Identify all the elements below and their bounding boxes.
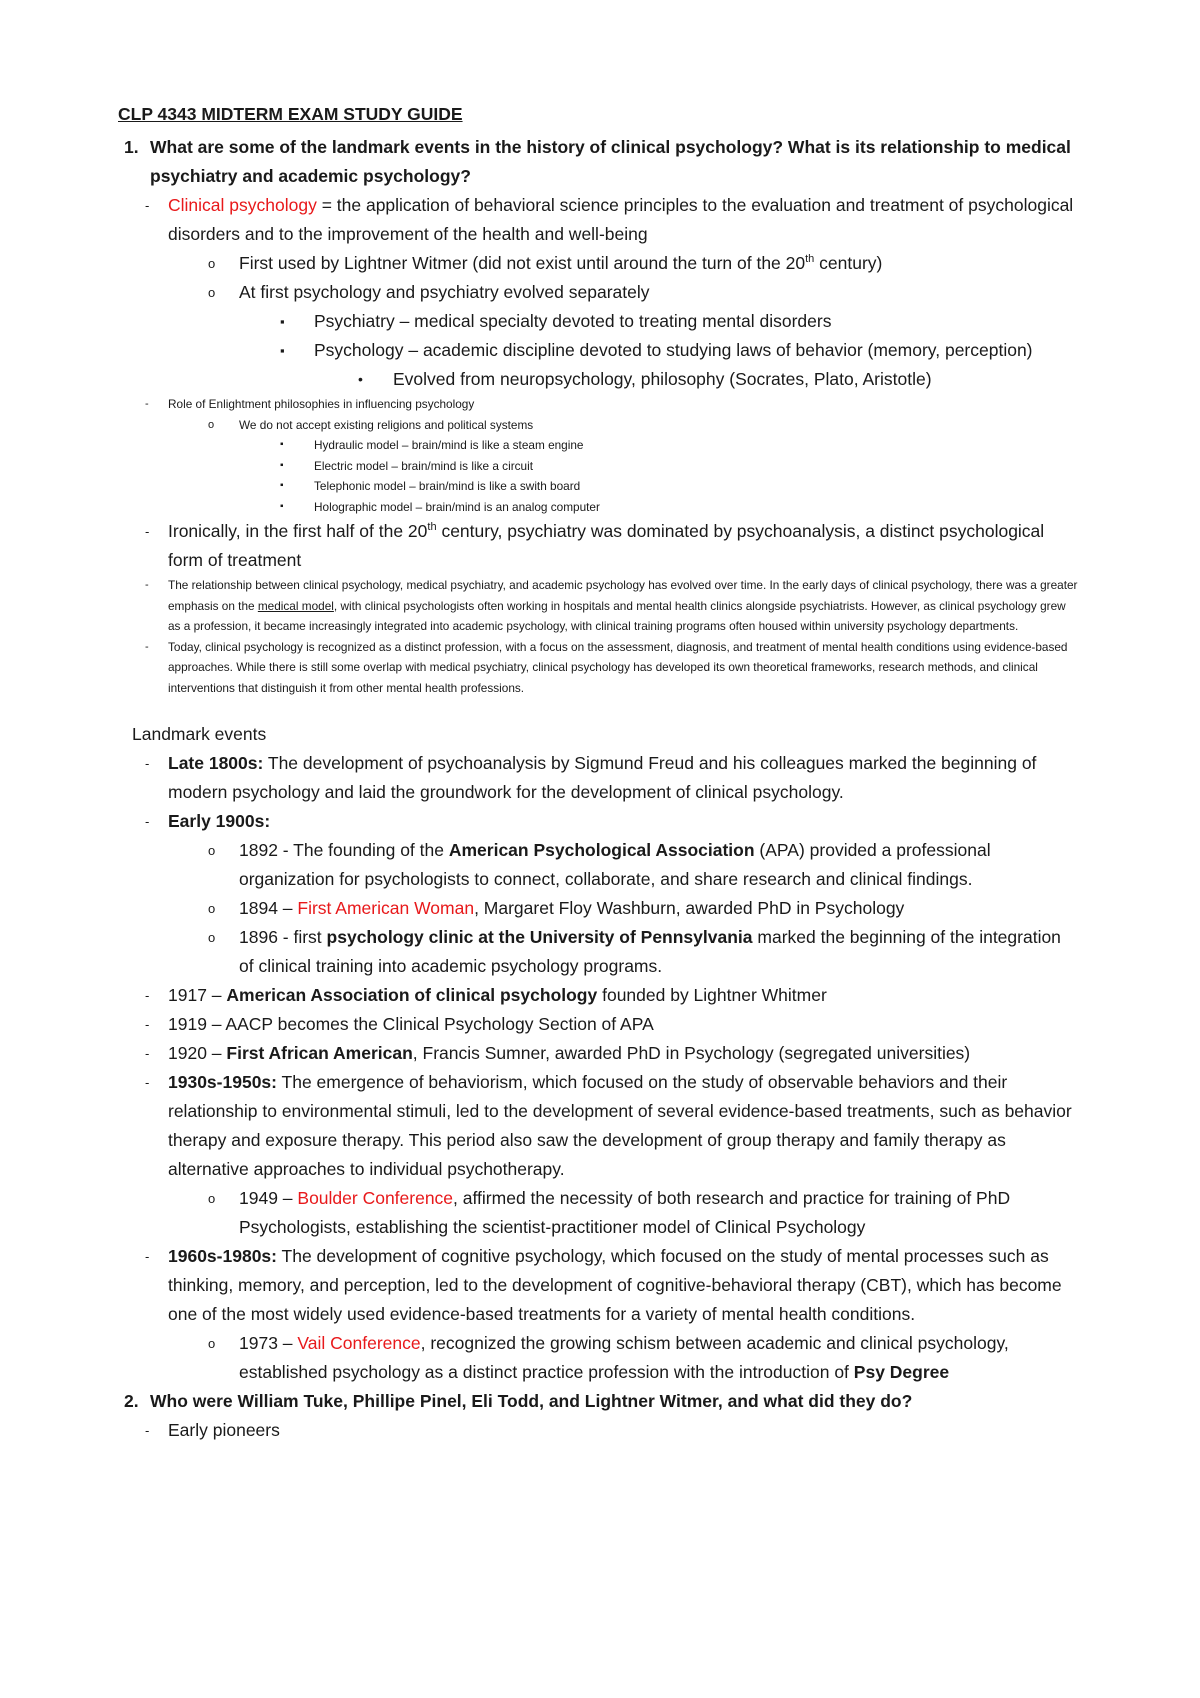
list-item [118, 575, 1078, 637]
list-item [118, 435, 1078, 456]
dash-bullet-icon: - [145, 1075, 150, 1090]
dash-bullet-icon: - [145, 1423, 150, 1438]
text: Late 1800s: [168, 753, 264, 773]
list-item [118, 249, 1078, 278]
text: 1917 – [168, 985, 227, 1005]
text: psychology clinic at the University of Pennsylvania [326, 927, 753, 947]
text: 1892 - The founding of the [239, 840, 449, 860]
text: Ironically, in the first half of the 20 [168, 521, 428, 541]
list-item [118, 749, 1078, 807]
text: 1960s-1980s: [168, 1246, 277, 1266]
text: The emergence of behaviorism, which focused on the study of observable behaviors and their relationship to environmental stimuli, led to the development of several evidence-based treatments, such as behavior therapy and exposure therapy. This period also saw the development of group therapy and family therapy as alternative approaches to individual psychotherapy. [168, 1072, 1072, 1179]
document-body [118, 104, 1078, 1445]
dash-bullet-icon: - [145, 198, 150, 213]
text: Telephonic model – brain/mind is like a swith board [314, 479, 581, 493]
list-item [118, 336, 1078, 365]
section-heading: Landmark events [132, 724, 267, 744]
text: , Francis Sumner, awarded PhD in Psychology (segregated universities) [412, 1043, 971, 1063]
text: First used by Lightner Witmer (did not exist until around the turn of the 20 [239, 253, 806, 273]
circle-bullet-icon: o [208, 930, 216, 945]
list-item [118, 1039, 1078, 1068]
text: Holographic model – brain/mind is an analog computer [314, 499, 600, 514]
circle-bullet-icon: o [208, 256, 216, 271]
text: Role of Enlightment philosophies in influencing psychology [168, 397, 475, 411]
dash-bullet-icon: - [145, 640, 149, 653]
text: , Margaret Floy Washburn, awarded PhD in Psychology [474, 898, 905, 918]
page-title: CLP 4343 MIDTERM EXAM STUDY GUIDE [118, 104, 463, 124]
text: We do not accept existing religions and political systems [239, 417, 534, 432]
text: Psychology – academic discipline devoted to studying laws of behavior (memory, perception) [314, 340, 1033, 360]
text: founded by Lightner Whitmer [597, 985, 827, 1005]
circle-bullet-icon: o [208, 285, 216, 300]
text: Hydraulic model – brain/mind is like a steam engine [314, 438, 584, 452]
list-item [118, 456, 1078, 477]
list-item [118, 1010, 1078, 1039]
question-text: Who were William Tuke, Phillipe Pinel, Eli Todd, and Lightner Witmer, and what did they do? [150, 1391, 913, 1411]
list-item [118, 394, 1078, 415]
list-item [118, 1329, 1078, 1387]
list-item [118, 923, 1078, 981]
text: American Psychological Association [448, 840, 755, 860]
circle-bullet-icon: o [208, 901, 216, 916]
text: , with clinical psychologists often working in hospitals and mental health clinics alongside psychiatrists. However, as clinical psychology grew as a profession, it became increasingly integrated into academic psychology, with clinical training programs often housed within university psychology departments. [168, 598, 1066, 633]
text: , affirmed the necessity of both research and practice for training of PhD Psychologists, establishing the scientist-practitioner model of Clinical Psychology [239, 1188, 1011, 1237]
text: 1896 - first [239, 927, 327, 947]
text: marked the beginning of the integration of clinical training into academic psychology programs. [239, 927, 1061, 976]
list-item [118, 278, 1078, 307]
text: 1930s-1950s: [168, 1072, 277, 1092]
definition-text: = the application of behavioral science principles to the evaluation and treatment of psychological disorders and to the improvement of the health and well-being [168, 195, 1074, 244]
square-bullet-icon: ▪ [280, 439, 284, 450]
question-number: 1. [124, 137, 139, 157]
list-item [118, 497, 1078, 518]
list-item [118, 836, 1078, 894]
list-item [118, 365, 1078, 394]
text: 1920 – [168, 1043, 227, 1063]
list-item [118, 981, 1078, 1010]
question-1 [118, 133, 1078, 191]
text: 1894 – [239, 898, 298, 918]
text: 1949 – [239, 1188, 298, 1208]
text: 1919 – AACP becomes the Clinical Psychology Section of APA [168, 1014, 654, 1034]
dash-bullet-icon: - [145, 1017, 150, 1032]
list-item [118, 1242, 1078, 1329]
dash-bullet-icon: - [145, 579, 149, 591]
term-clinical-psychology: Clinical psychology [168, 195, 317, 215]
text: The development of cognitive psychology, which focused on the study of mental processes such as thinking, memory, and perception, led to the development of cognitive-behavioral therapy (CBT), which has become one of the most widely used evidence-based treatments for a variety of mental health conditions. [168, 1246, 1062, 1324]
list-item [118, 1068, 1078, 1184]
dash-bullet-icon: - [145, 524, 150, 539]
circle-bullet-icon: o [208, 1336, 216, 1351]
dash-bullet-icon: - [145, 814, 150, 829]
text: First American Woman [297, 898, 475, 918]
text: Evolved from neuropsychology, philosophy (Socrates, Plato, Aristotle) [393, 369, 932, 389]
square-bullet-icon: ▪ [280, 500, 284, 512]
dash-bullet-icon: - [145, 1249, 150, 1264]
text: Vail Conference [297, 1333, 421, 1353]
list-item [118, 307, 1078, 336]
list-item [118, 476, 1078, 497]
text: At first psychology and psychiatry evolved separately [239, 282, 650, 302]
text: Psy Degree [853, 1362, 950, 1382]
list-item [118, 1416, 1078, 1445]
list-item [118, 637, 1078, 699]
list-item [118, 1184, 1078, 1242]
underlined-term: medical model [257, 598, 334, 613]
square-bullet-icon: ▪ [280, 459, 284, 471]
dash-bullet-icon: - [145, 756, 150, 771]
list-item [118, 807, 1078, 836]
text: century, psychiatry was dominated by psychoanalysis, a distinct psychological form of treatment [168, 521, 1045, 570]
circle-bullet-icon: o [208, 843, 216, 858]
text: century) [814, 253, 883, 273]
dash-bullet-icon: - [145, 398, 149, 410]
question-2 [118, 1387, 1078, 1416]
square-bullet-icon: ▪ [280, 343, 285, 358]
question-text: What are some of the landmark events in the history of clinical psychology? What is its relationship to medical psychiatry and academic psychology? [150, 137, 1071, 186]
text: Early 1900s: [168, 811, 271, 831]
question-number: 2. [124, 1391, 139, 1411]
text: 1973 – [239, 1333, 298, 1353]
list-item [118, 191, 1078, 249]
dot-bullet-icon: • [358, 371, 363, 387]
text: The development of psychoanalysis by Sigmund Freud and his colleagues marked the beginning of modern psychology and laid the groundwork for the development of clinical psychology. [168, 753, 1037, 802]
list-item [118, 415, 1078, 436]
text: Electric model – brain/mind is like a circuit [314, 458, 533, 473]
text: Psychiatry – medical specialty devoted to treating mental disorders [314, 311, 832, 331]
dash-bullet-icon: - [145, 988, 150, 1003]
superscript: th [427, 521, 437, 534]
circle-bullet-icon: o [208, 1191, 216, 1206]
text: American Association of clinical psychology [226, 985, 598, 1005]
square-bullet-icon: ▪ [280, 314, 285, 329]
circle-bullet-icon: o [208, 418, 215, 431]
list-item [118, 517, 1078, 575]
text: Today, clinical psychology is recognized as a distinct profession, with a focus on the assessment, diagnosis, and treatment of mental health conditions using evidence-based approaches. While there is still some overlap with medical psychiatry, clinical psychology has developed its own theoretical frameworks, research methods, and clinical interventions that distinguish it from other mental health professions. [168, 639, 1068, 695]
text: The relationship between clinical psychology, medical psychiatry, and academic psychology has evolved over time. In the early days of clinical psychology, there was a greater emphasis on the [168, 578, 1078, 613]
square-bullet-icon: ▪ [280, 480, 284, 491]
text: First African American [226, 1043, 413, 1063]
text: Boulder Conference [297, 1188, 454, 1208]
list-item [118, 894, 1078, 923]
text: (APA) provided a professional organization for psychologists to connect, collaborate, and share research and clinical findings. [239, 840, 991, 889]
superscript: th [805, 253, 815, 266]
text: , recognized the growing schism between academic and clinical psychology, established psychology as a distinct practice profession with the introduction of [239, 1333, 1009, 1382]
dash-bullet-icon: - [145, 1046, 150, 1061]
text: Early pioneers [168, 1420, 280, 1440]
